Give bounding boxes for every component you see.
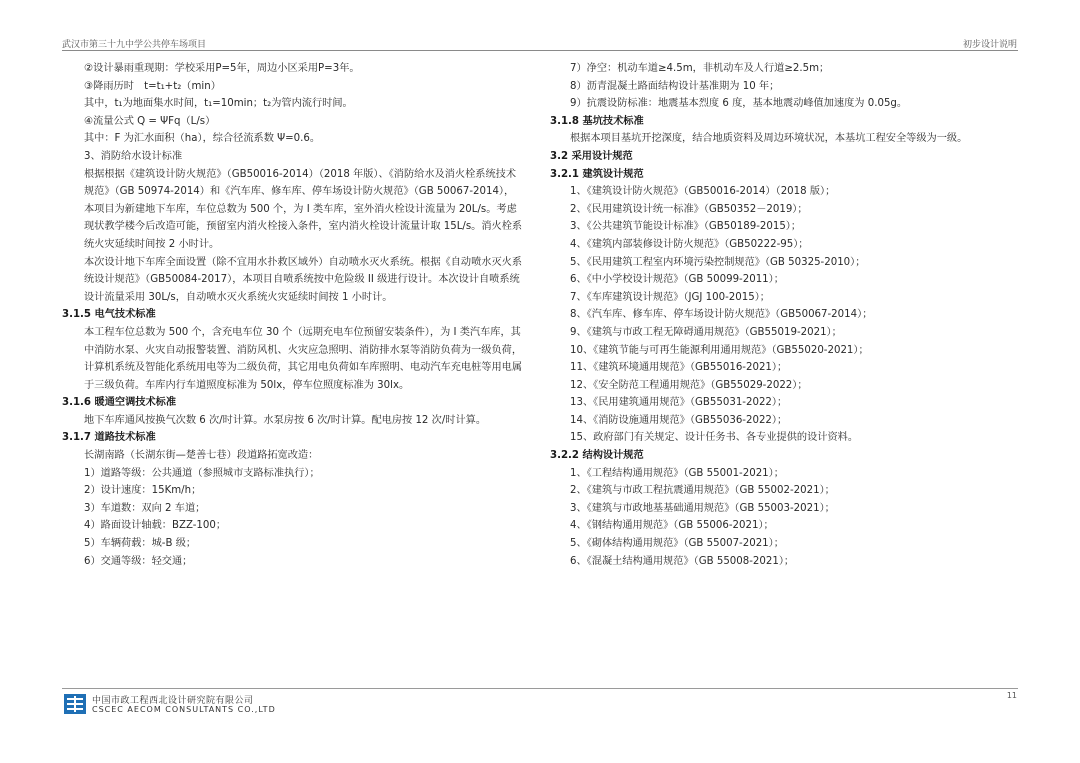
list-item: 5、《民用建筑工程室内环境污染控制规范》（GB 50325-2010）； <box>570 256 866 268</box>
page-number: 11 <box>1006 691 1017 700</box>
list-item: 11、《建筑环境通用规范》（GB55016-2021）； <box>570 362 788 374</box>
list-item: 2、《民用建筑设计统一标准》（GB50352－2019）； <box>570 203 808 215</box>
list-item: 15、政府部门有关规定、设计任务书、各专业提供的设计资料。 <box>570 432 859 444</box>
list-item: 14、《消防设施通用规范》（GB55036-2022）； <box>570 414 788 426</box>
list-item: 12、《安全防范工程通用规范》（GB55029-2022）； <box>570 379 808 391</box>
paragraph-electrical: 本工程车位总数为 500 个，含充电车位 30 个（远期充电车位预留安装条件），为 I 类汽车库，其中消防水泵、火灾自动报警装置、消防风机、火灾应急照明、消防排水泵等消防负荷为一级负荷，计算机系统及智能化系统用电等为二级负荷，其它用电负荷如车库照明、电动汽车充电桩等用电属于三级负荷。车库内行车道照度标准为 50lx，停车位照度标准为 30lx。 <box>84 326 523 391</box>
left-column <box>62 60 524 570</box>
list-item: 5、《砌体结构通用规范》（GB 55007-2021）； <box>570 538 784 550</box>
section-heading: 3.1.6 暖通空调技术标准 <box>62 397 177 409</box>
section-heading: 3.2 采用设计规范 <box>550 150 633 162</box>
paragraph: 其中：F 为汇水面积（ha），综合径流系数 Ψ=0.6。 <box>84 133 321 145</box>
list-item: 13、《民用建筑通用规范》（GB55031-2022）； <box>570 397 788 409</box>
section-heading: 3.2.1 建筑设计规范 <box>550 168 644 180</box>
list-item: 3、《建筑与市政地基基础通用规范》（GB 55003-2021）； <box>570 502 835 514</box>
list-item: 6、《混凝土结构通用规范》（GB 55008-2021）； <box>570 555 795 567</box>
paragraph: 其中，t₁为地面集水时间，t₁=10min；t₂为管内流行时间。 <box>84 98 353 110</box>
section-heading: 3.1.7 道路技术标准 <box>62 432 156 444</box>
paragraph: 长湖南路（长湖东街—楚善七巷）段道路拓宽改造： <box>84 450 319 462</box>
list-item: 1、《工程结构通用规范》（GB 55001-2021）； <box>570 467 784 479</box>
list-item: 3、《公共建筑节能设计标准》（GB50189-2015）； <box>570 221 802 233</box>
list-item: 7）净空：机动车道≥4.5m，非机动车及人行道≥2.5m； <box>570 63 830 74</box>
list-item: 10、《建筑节能与可再生能源利用通用规范》（GB55020-2021）； <box>570 344 869 356</box>
list-item: 3）车道数：双向 2 车道； <box>84 502 206 514</box>
header-project-title: 武汉市第三十九中学公共停车场项目 <box>62 40 207 50</box>
paragraph: 地下车库通风按换气次数 6 次/时计算。水泵房按 6 次/时计算。配电房按 12 次/时计算。 <box>84 414 487 426</box>
paragraph: ③降雨历时 t=t₁+t₂（min） <box>84 80 221 92</box>
section-heading: 3.2.2 结构设计规范 <box>550 450 644 462</box>
list-item: 1）道路等级：公共通道（参照城市支路标准执行）； <box>84 467 320 479</box>
list-item: 9、《建筑与市政工程无障碍通用规范》（GB55019-2021）； <box>570 326 842 338</box>
header-section-title: 初步设计说明 <box>962 40 1017 50</box>
paragraph: 3、消防给水设计标准 <box>84 150 183 162</box>
list-item: 9）抗震设防标准：地震基本烈度 6 度，基本地震动峰值加速度为 0.05g。 <box>570 98 908 110</box>
footer-divider <box>62 688 1018 689</box>
list-item: 8）沥青混凝土路面结构设计基准期为 10 年； <box>570 80 780 92</box>
paragraph: ②设计暴雨重现期：学校采用P=5年，周边小区采用P=3年。 <box>84 63 360 74</box>
list-item: 5）车辆荷载：城-B 级； <box>84 538 197 550</box>
section-heading: 3.1.8 基坑技术标准 <box>550 115 644 127</box>
company-name-cn: 中国市政工程西北设计研究院有限公司 <box>92 696 254 706</box>
list-item: 4、《钢结构通用规范》（GB 55006-2021）； <box>570 520 774 532</box>
list-item: 2、《建筑与市政工程抗震通用规范》（GB 55002-2021）； <box>570 485 835 497</box>
header-divider <box>62 50 1018 51</box>
list-item: 4）路面设计轴载：BZZ-100； <box>84 520 227 532</box>
paragraph-fire-water: 根据根据《建筑设计防火规范》（GB50016-2014）（2018 年版）、《消防给水及消火栓系统技术规范》（GB 50974-2014）和《汽车库、修车库、停车场设计防火规范》（GB 50067-2014），本项目为新建地下车库，车位总数为 500 个，为 I 类车库，室外消火栓设计流量为 20L/s。考虑现状教学楼今后改造可能，预留室内消火栓接入条件，室内消火栓设计流量计取 15L/s。消火栓系统火灾延续时间按 2 小时计。 <box>84 168 523 250</box>
company-logo-icon <box>64 694 86 714</box>
company-name-en: CSCEC AECOM CONSULTANTS CO.,LTD <box>92 705 276 714</box>
list-item: 7、《车库建筑设计规范》（JGJ 100-2015）； <box>570 291 770 303</box>
list-item: 1、《建筑设计防火规范》（GB50016-2014）（2018 版）； <box>570 186 836 198</box>
list-item: 6）交通等级：轻交通； <box>84 555 193 567</box>
list-item: 8、《汽车库、修车库、停车场设计防火规范》（GB50067-2014）； <box>570 309 873 321</box>
paragraph: 根据本项目基坑开挖深度，结合地质资料及周边环境状况，本基坑工程安全等级为一级。 <box>570 133 968 145</box>
paragraph: ④流量公式 Q = ΨFq（L/s） <box>84 115 216 127</box>
list-item: 2）设计速度：15Km/h； <box>84 485 202 497</box>
right-column <box>550 60 1018 570</box>
list-item: 6、《中小学校设计规范》（GB 50099-2011）； <box>570 274 784 286</box>
list-item: 4、《建筑内部装修设计防火规范》（GB50222-95）； <box>570 238 809 250</box>
paragraph-sprinkler: 本次设计地下车库全面设置（除不宜用水扑救区域外）自动喷水灭火系统。根据《自动喷水灭火系统设计规范》（GB50084-2017），本项目自喷系统按中危险级 II 级进行设计。本次设计自喷系统设计流量采用 30L/s，自动喷水灭火系统火灾延续时间按 1 小时计。 <box>84 256 523 303</box>
section-heading: 3.1.5 电气技术标准 <box>62 309 156 321</box>
